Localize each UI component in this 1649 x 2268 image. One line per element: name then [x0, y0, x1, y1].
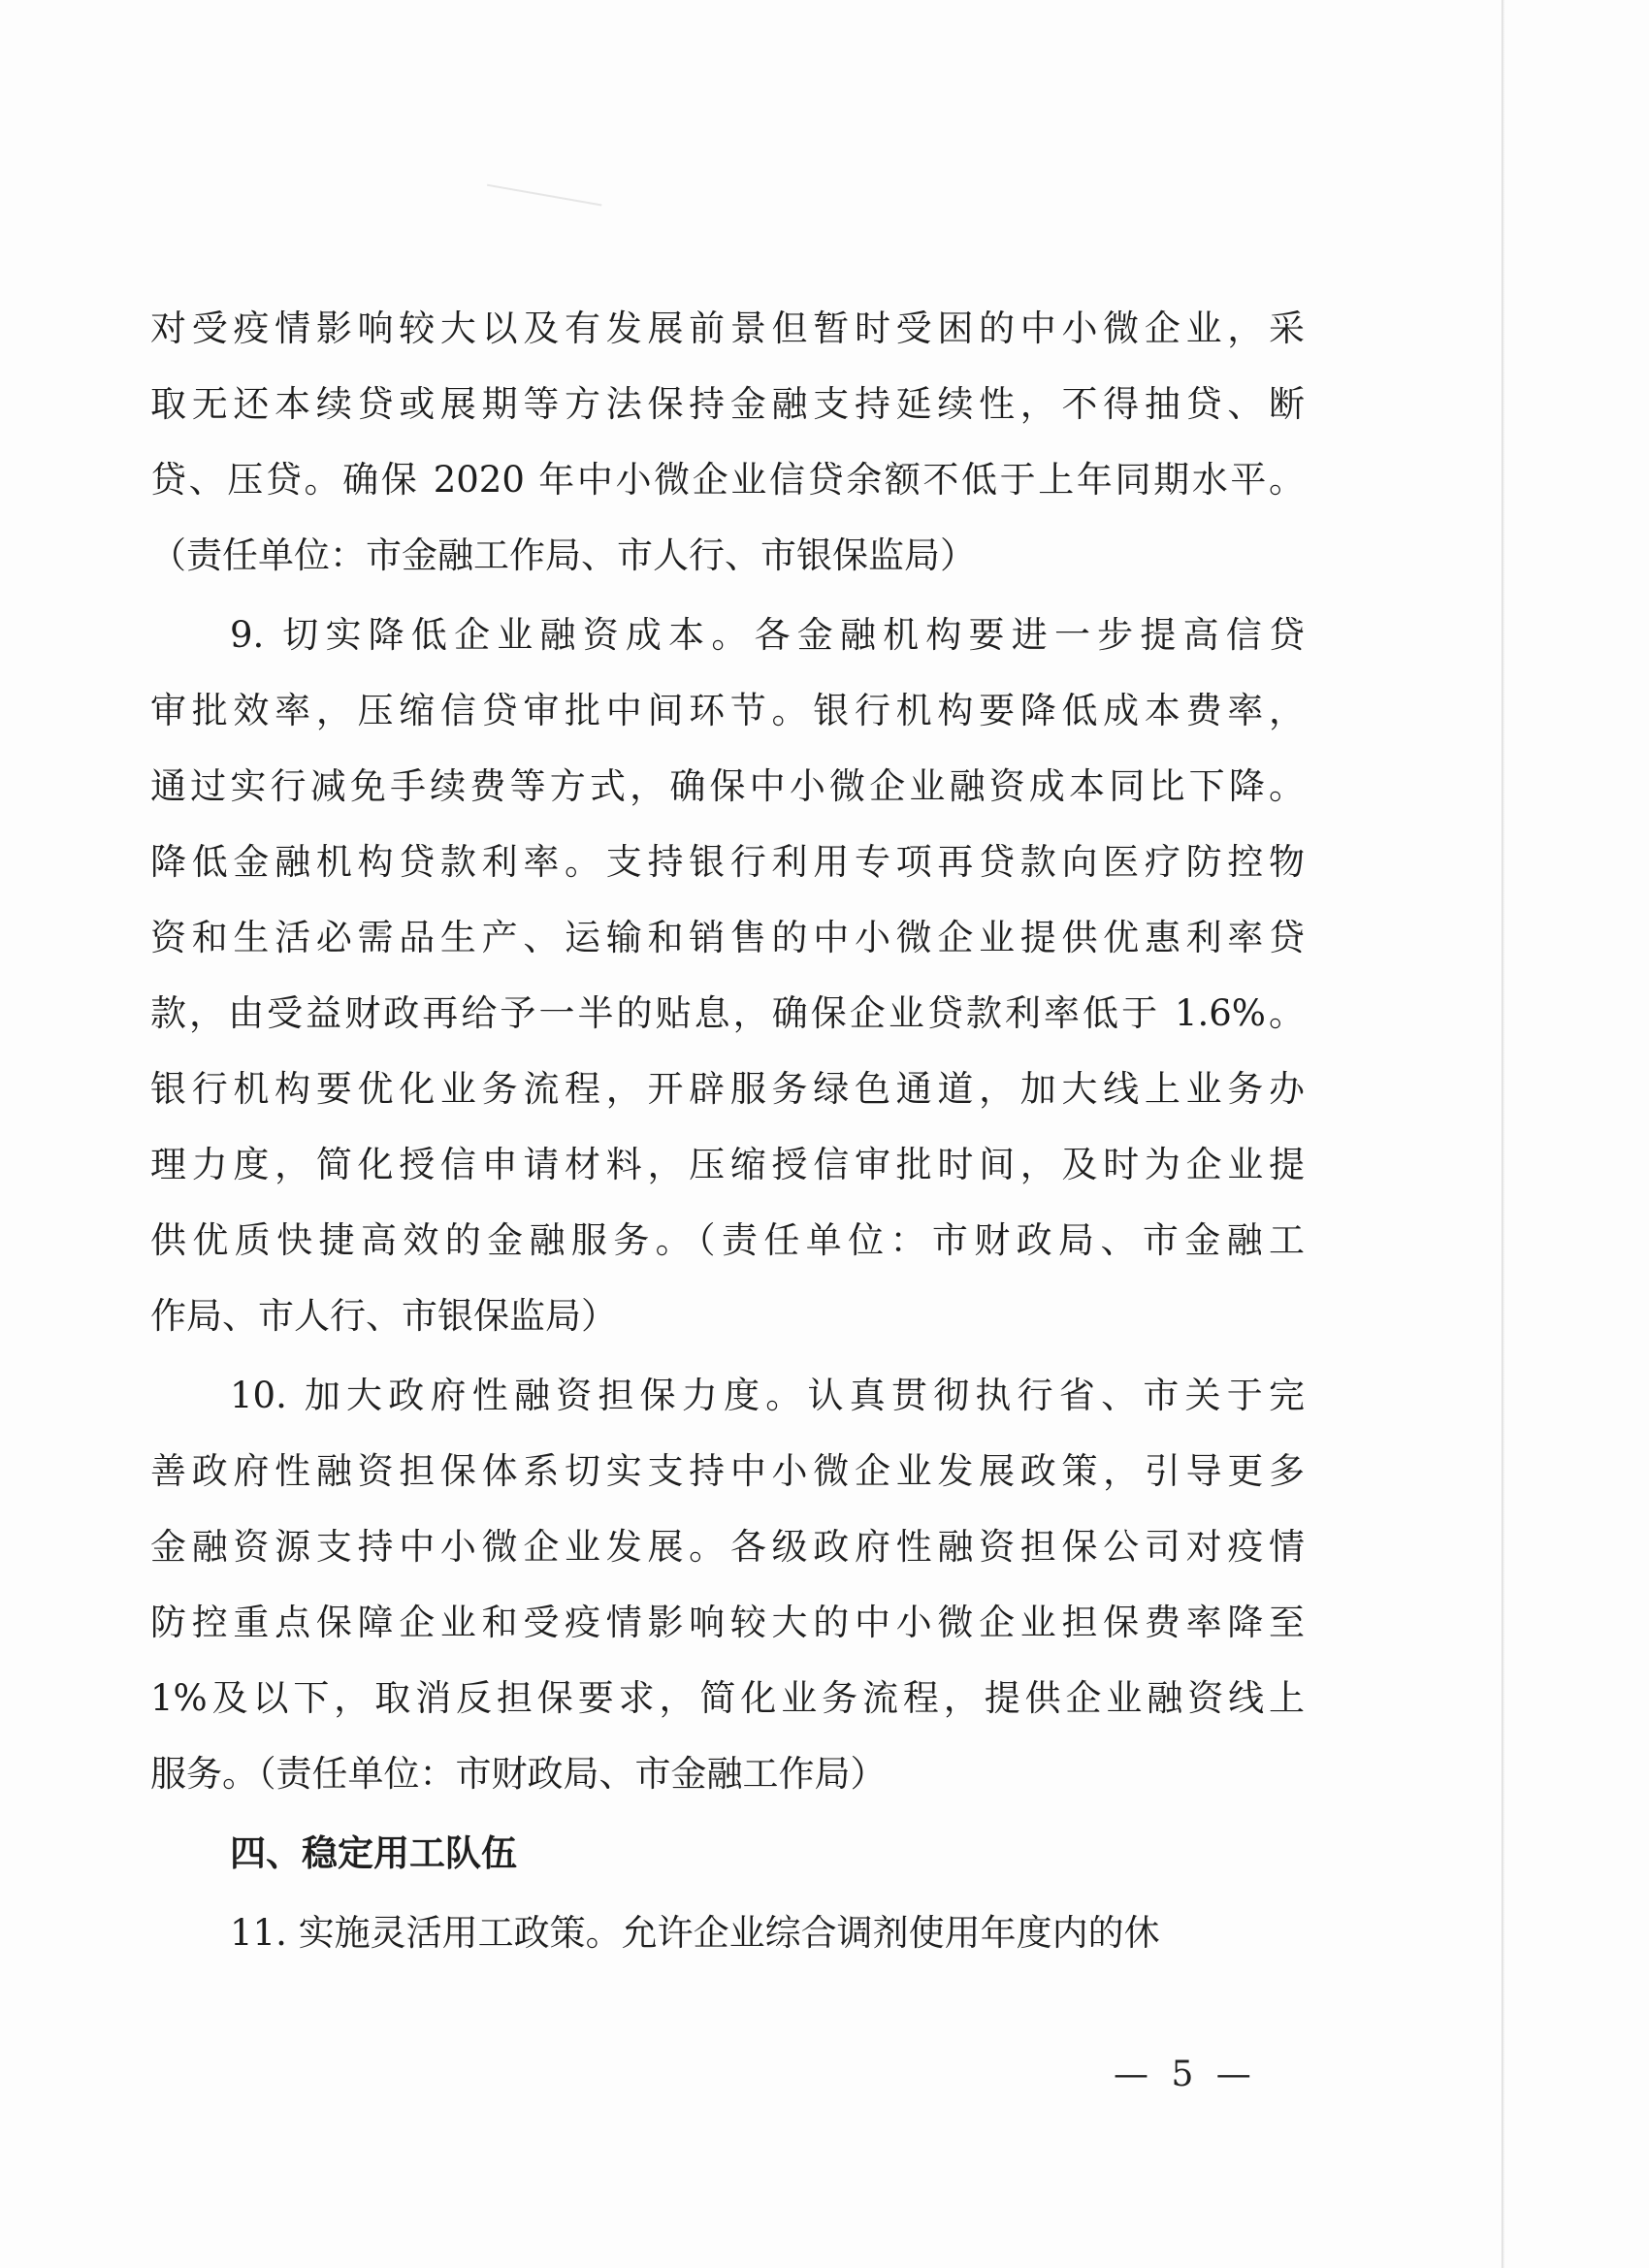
page-number: — 5 —: [1114, 2055, 1257, 2094]
scan-edge: [1502, 0, 1504, 2268]
text-line: 金融资源支持中小微企业发展。各级政府性融资担保公司对疫情: [150, 1526, 1305, 1568]
text-line: 1%及以下，取消反担保要求，简化业务流程，提供企业融资线上: [150, 1677, 1305, 1719]
text-line: 理力度，简化授信申请材料，压缩授信审批时间，及时为企业提: [150, 1144, 1305, 1185]
scan-smudge: [485, 184, 602, 220]
body-text: [150, 291, 1305, 1971]
text-line: 11. 实施灵活用工政策。允许企业综合调剂使用年度内的休: [230, 1912, 1160, 1954]
text-line: 对受疫情影响较大以及有发展前景但暂时受困的中小微企业，采: [150, 308, 1305, 349]
text-line: 通过实行减免手续费等方式，确保中小微企业融资成本同比下降。: [150, 765, 1305, 807]
text-line: 审批效率，压缩信贷审批中间环节。银行机构要降低成本费率，: [150, 690, 1305, 731]
text-line: 取无还本续贷或展期等方法保持金融支持延续性，不得抽贷、断: [150, 383, 1305, 425]
text-line: 资和生活必需品生产、运输和销售的中小微企业提供优惠利率贷: [150, 917, 1305, 958]
text-line: 防控重点保障企业和受疫情影响较大的中小微企业担保费率降至: [150, 1602, 1305, 1643]
text-line: 款，由受益财政再给予一半的贴息，确保企业贷款利率低于 1.6%。: [150, 992, 1305, 1034]
text-line: （责任单位：市金融工作局、市人行、市银保监局）: [150, 535, 976, 576]
text-line: 9. 切实降低企业融资成本。各金融机构要进一步提高信贷: [230, 614, 1305, 656]
text-line: 善政府性融资担保体系切实支持中小微企业发展政策，引导更多: [150, 1450, 1305, 1492]
text-line: 供优质快捷高效的金融服务。（责任单位：市财政局、市金融工: [150, 1219, 1305, 1261]
text-line: 贷、压贷。确保 2020 年中小微企业信贷余额不低于上年同期水平。: [150, 459, 1305, 501]
text-line: 银行机构要优化业务流程，开辟服务绿色通道，加大线上业务办: [150, 1068, 1305, 1110]
section-heading: 四、稳定用工队伍: [230, 1832, 517, 1874]
text-line: 作局、市人行、市银保监局）: [150, 1295, 617, 1337]
text-line: 10. 加大政府性融资担保力度。认真贯彻执行省、市关于完: [230, 1375, 1305, 1416]
text-line: 服务。（责任单位：市财政局、市金融工作局）: [150, 1753, 887, 1795]
text-line: 降低金融机构贷款利率。支持银行利用专项再贷款向医疗防控物: [150, 841, 1305, 883]
